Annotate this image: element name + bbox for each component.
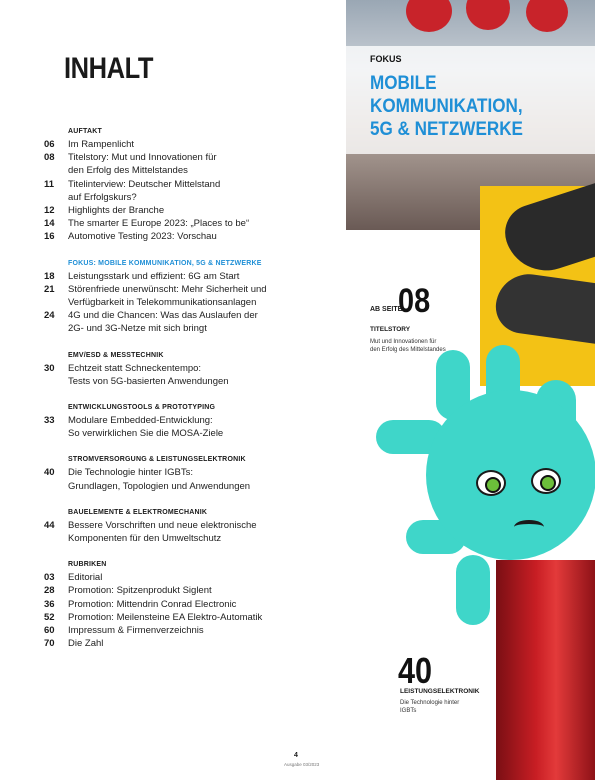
toc-entry-title: Titelinterview: Deutscher Mittelstand auf Erfolgskurs? [68, 178, 221, 203]
footer-page-number: 4 [294, 752, 298, 759]
page-title: INHALT [64, 52, 154, 85]
fokus-label: FOKUS [370, 54, 402, 64]
toc-page-number: 60 [44, 625, 55, 637]
section-heading: FOKUS: MOBILE KOMMUNIKATION, 5G & NETZWERKE [68, 259, 262, 267]
titelstory-page-number: 08 [398, 282, 431, 320]
toc-page-number: 03 [44, 572, 55, 584]
toc-page-number: 33 [44, 415, 55, 427]
section-gap [44, 493, 344, 507]
footer-issue: Ausgabe 03/2023 [284, 762, 320, 767]
toc-entry-title: Promotion: Spitzenprodukt Siglent [68, 585, 212, 597]
fokus-title: MOBILE KOMMUNIKATION, 5G & NETZWERKE [370, 73, 523, 140]
section-heading: ENTWICKLUNGSTOOLS & PROTOTYPING [68, 404, 216, 412]
toc-entry-title: Impressum & Firmenverzeichnis [68, 625, 204, 637]
section-gap [44, 388, 344, 402]
toc-entry-title: Echtzeit statt Schneckentempo: Tests von 5G-basierten Anwendungen [68, 362, 229, 387]
toc-entry[interactable] [44, 584, 344, 597]
toc-entry[interactable] [44, 624, 344, 637]
toc-page-number: 18 [44, 270, 55, 282]
toc-page-number: 40 [44, 467, 55, 479]
toc-entry-title: Störenfriede unerwünscht: Mehr Sicherheit und Verfügbarkeit in Telekommunikationsanlagen [68, 283, 267, 309]
toc-entry[interactable] [44, 138, 344, 151]
toc-page-number: 30 [44, 362, 55, 374]
toc-entry[interactable] [44, 611, 344, 624]
toc-page-number: 24 [44, 310, 55, 322]
toc-entry[interactable] [44, 309, 344, 335]
toc-page-number: 36 [44, 598, 55, 610]
toc-entry-title: Die Technologie hinter IGBTs: Grundlagen, Topologien und Anwendungen [68, 467, 251, 492]
toc-entry-title: Die Zahl [68, 638, 104, 650]
toc-entry[interactable] [44, 571, 344, 584]
virus-spike [456, 555, 490, 625]
section-heading: AUFTAKT [68, 128, 102, 135]
virus-eye [531, 468, 561, 494]
titelstory-subtitle: Mut und Innovationen für den Erfolg des Mittelstandes [370, 339, 446, 353]
titelstory-heading: TITELSTORY [370, 326, 411, 333]
toc-entry[interactable] [44, 519, 344, 545]
section-gap [44, 440, 344, 454]
toc-entry[interactable] [44, 270, 344, 283]
leistung-heading: LEISTUNGSELEKTRONIK [400, 688, 480, 695]
table-of-contents [44, 126, 344, 650]
toc-page-number: 11 [44, 178, 55, 190]
section-heading: BAUELEMENTE & ELEKTROMECHANIK [68, 508, 208, 516]
toc-entry-title: Highlights der Branche [68, 205, 165, 217]
section-gap [44, 244, 344, 258]
toc-entry-title: Modulare Embedded-Entwicklung: So verwirklichen Sie die MOSA-Ziele [68, 415, 224, 440]
toc-entry[interactable] [44, 204, 344, 217]
ab-seite-label: AB SEITE [370, 306, 403, 313]
red-cable-graphic [496, 560, 595, 780]
virus-body [426, 390, 595, 560]
toc-entry-title: Im Rampenlicht [68, 139, 134, 150]
section-heading: EMV/ESD & MESSTECHNIK [68, 351, 164, 359]
toc-entry[interactable] [44, 414, 344, 440]
toc-entry[interactable] [44, 637, 344, 650]
toc-entry[interactable] [44, 178, 344, 204]
toc-page-number: 44 [44, 519, 55, 531]
section-heading: RUBRIKEN [68, 561, 107, 569]
leistung-page-number: 40 [398, 650, 433, 691]
toc-page-number: 52 [44, 611, 55, 623]
toc-page-number: 16 [44, 231, 55, 243]
toc-entry-title: The smarter E Europe 2023: „Places to be“ [68, 218, 250, 230]
section-gap [44, 545, 344, 559]
toc-page-number: 06 [44, 139, 55, 150]
toc-entry-title: Promotion: Meilensteine EA Elektro-Automatik [68, 611, 263, 623]
toc-page-number: 21 [44, 283, 55, 295]
toc-entry[interactable] [44, 466, 344, 492]
virus-eye [476, 470, 506, 496]
toc-entry-title: Automotive Testing 2023: Vorschau [68, 231, 217, 243]
toc-entry-title: Editorial [68, 572, 103, 584]
toc-entry[interactable] [44, 151, 344, 177]
toc-entry-title: 4G und die Chancen: Was das Auslaufen der 2G- und 3G-Netze mit sich bringt [68, 310, 258, 335]
toc-entry[interactable] [44, 598, 344, 611]
toc-entry[interactable] [44, 283, 344, 309]
toc-page-number: 70 [44, 638, 55, 650]
toc-entry-title: Bessere Vorschriften und neue elektronische Komponenten für den Umweltschutz [68, 519, 257, 545]
toc-entry-title: Promotion: Mittendrin Conrad Electronic [68, 598, 237, 610]
toc-entry[interactable] [44, 362, 344, 388]
toc-entry[interactable] [44, 230, 344, 243]
toc-page-number: 12 [44, 205, 55, 217]
section-heading: STROMVERSORGUNG & LEISTUNGSELEKTRONIK [68, 456, 246, 464]
toc-entry[interactable] [44, 217, 344, 230]
virus-mouth [514, 520, 544, 534]
toc-page-number: 28 [44, 585, 55, 597]
toc-entry-title: Titelstory: Mut und Innovationen für den Erfolg des Mittelstandes [68, 152, 217, 177]
leistung-subtitle: Die Technologie hinter IGBTs [400, 700, 460, 714]
toc-page-number: 08 [44, 152, 55, 164]
section-gap [44, 336, 344, 350]
cover-artwork [346, 0, 595, 780]
toc-page-number: 14 [44, 218, 55, 230]
toc-entry-title: Leistungsstark und effizient: 6G am Start [68, 270, 240, 282]
